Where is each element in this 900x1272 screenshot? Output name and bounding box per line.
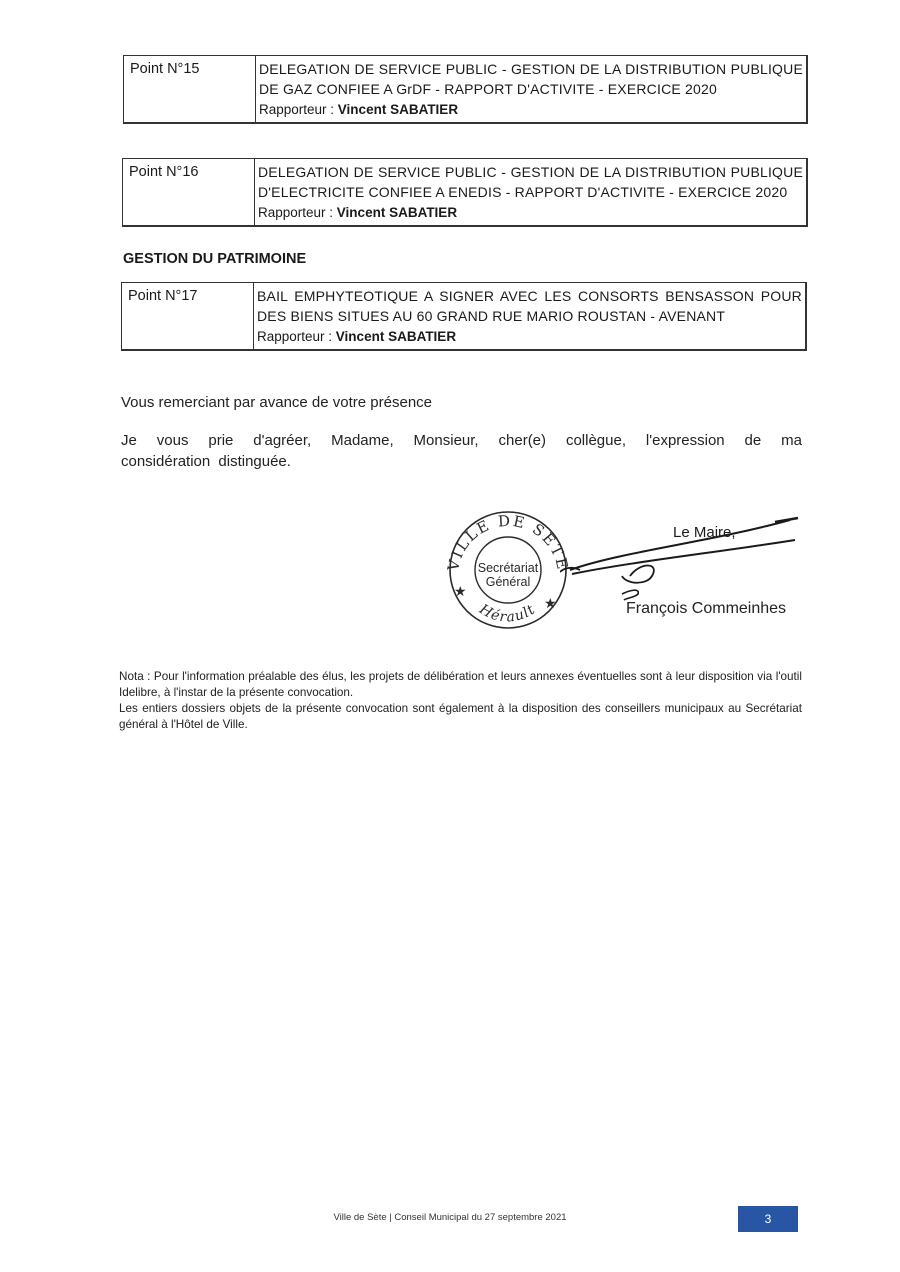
- svg-text:Hérault: [476, 601, 539, 626]
- point-body: [255, 159, 806, 225]
- signatory-name: François Commeinhes: [626, 600, 787, 617]
- official-seal-stamp: [440, 506, 575, 633]
- nota-paragraph: Les entiers dossiers objets de la présente convocation sont également à la disposition des conseillers municipaux au Secrétariat général à l'Hôtel de Ville.: [119, 702, 802, 731]
- signatory-title: Le Maire,: [673, 524, 736, 541]
- point-title-line: DELEGATION DE SERVICE PUBLIC - GESTION DE LA DISTRIBUTION PUBLIQUE: [258, 164, 803, 180]
- closing-thanks: Vous remerciant par avance de votre présence: [121, 394, 433, 411]
- closing-regards-line: Je vous prie d'agréer, Madame, Monsieur, cher(e) collègue, l'expression de ma: [121, 432, 802, 449]
- rapporteur-name: Vincent SABATIER: [335, 329, 457, 344]
- rapporteur-name: Vincent SABATIER: [337, 102, 459, 117]
- point-title: [254, 283, 805, 326]
- rapporteur-name: Vincent SABATIER: [336, 205, 458, 220]
- rapporteur: [256, 99, 806, 122]
- nota-block: [119, 669, 802, 733]
- agenda-point-16: [122, 158, 808, 227]
- point-number: Point N°15: [124, 56, 256, 122]
- point-title: [255, 159, 806, 202]
- rapporteur-label: Rapporteur :: [257, 329, 336, 344]
- point-number: Point N°17: [122, 283, 254, 349]
- point-number: Point N°16: [123, 159, 255, 225]
- agenda-point-15: [123, 55, 808, 124]
- page-number-badge: 3: [738, 1206, 798, 1232]
- rapporteur-label: Rapporteur :: [259, 102, 338, 117]
- point-title-line: DE GAZ CONFIEE A GrDF - RAPPORT D'ACTIVITE - EXERCICE 2020: [259, 81, 717, 97]
- handwritten-signature: [560, 512, 810, 602]
- seal-inner-line: Secrétariat: [477, 561, 539, 575]
- seal-inner-line: Général: [485, 575, 531, 589]
- agenda-point-17: [121, 282, 807, 351]
- point-title-line: DELEGATION DE SERVICE PUBLIC - GESTION DE LA DISTRIBUTION PUBLIQUE: [259, 61, 803, 77]
- point-title: [256, 56, 806, 99]
- page-footer: Ville de Sète | Conseil Municipal du 27 septembre 2021: [333, 1212, 567, 1223]
- seal-bottom-text: Hérault: [476, 601, 539, 626]
- star-icon: ★: [544, 595, 557, 611]
- rapporteur: [255, 202, 806, 225]
- seal-top-text: VILLE DE SETE: [444, 511, 572, 573]
- nota-paragraph: Nota : Pour l'information préalable des élus, les projets de délibération et leurs annexes éventuelles sont à leur disposition via l'outil Idelibre, à l'instar de la présente convocation.: [119, 670, 802, 699]
- rapporteur: [254, 326, 805, 349]
- closing-regards-line: considération distinguée.: [121, 453, 291, 470]
- star-icon: ★: [454, 583, 467, 599]
- section-heading: GESTION DU PATRIMOINE: [123, 251, 307, 267]
- signature-block: [560, 512, 810, 632]
- point-body: [254, 283, 805, 349]
- point-title-line: BAIL EMPHYTEOTIQUE A SIGNER AVEC LES CONSORTS BENSASSON POUR: [257, 288, 802, 304]
- point-body: [256, 56, 806, 122]
- closing-regards: [121, 430, 802, 472]
- point-title-line: DES BIENS SITUES AU 60 GRAND RUE MARIO ROUSTAN - AVENANT: [257, 308, 726, 324]
- rapporteur-label: Rapporteur :: [258, 205, 337, 220]
- point-title-line: D'ELECTRICITE CONFIEE A ENEDIS - RAPPORT D'ACTIVITE - EXERCICE 2020: [258, 184, 788, 200]
